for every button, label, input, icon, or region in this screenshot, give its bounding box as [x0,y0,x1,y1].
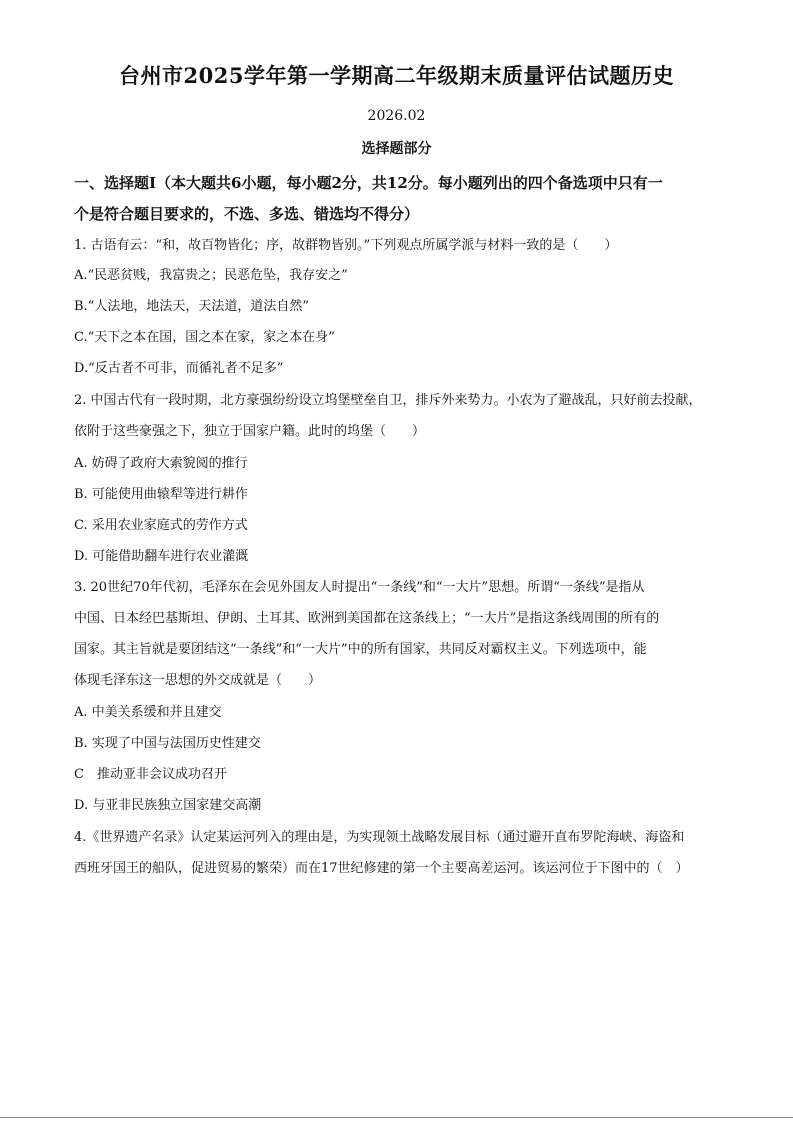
question-4-stem-line1: 4.《世界遗产名录》认定某运河列入的理由是，为实现领土战略发展目标（通过避开直布罗陀海峡、海盗和 [74,830,685,845]
question-3-option-c: C 推动亚非会议成功召开 [74,767,227,782]
question-3-stem-line3: 国家。其主旨就是要团结这“一条线”和“一大片”中的所有国家，共同反对霸权主义。下列选项中，能 [74,642,647,657]
question-3-stem-line4: 体现毛泽东这一思想的外交成就是（ ） [74,673,322,688]
section-heading-line2: 个是符合题目要求的，不选、多选、错选均不得分） [74,205,420,223]
question-2-option-a: A. 妨碍了政府大索貌阅的推行 [74,456,248,471]
question-2-option-d: D. 可能借助翻车进行农业灌溉 [74,549,249,564]
question-3-option-b: B. 实现了中国与法国历史性建交 [74,736,261,751]
question-3-option-d: D. 与亚非民族独立国家建交高潮 [74,798,262,813]
question-3-stem-line1: 3. 20世纪70年代初，毛泽东在会见外国友人时提出“一条线”和“一大片”思想。所谓“一条线”是指从 [74,580,645,595]
section-heading-line1: 一、选择题Ⅰ（本大题共6小题，每小题2分，共12分。每小题列出的四个备选项中只有一 [74,174,663,192]
question-1-option-b: B.“人法地，地法天，天法道，道法自然” [74,299,309,314]
part-heading: 选择题部分 [361,141,432,157]
question-1-stem: 1. 古语有云：“和，故百物皆化；序，故群物皆别。”下列观点所属学派与材料一致的是（ ） [74,238,618,253]
page-bottom-divider [0,1117,793,1118]
question-2-option-b: B. 可能使用曲辕犁等进行耕作 [74,487,248,502]
question-2-option-c: C. 采用农业家庭式的劳作方式 [74,518,248,533]
question-3-stem-line2: 中国、日本经巴基斯坦、伊朗、土耳其、欧洲到美国都在这条线上；“一大片”是指这条线周围的所有的 [74,611,660,626]
question-1-option-c: C.“天下之本在国，国之本在家，家之本在身” [74,330,335,345]
question-3-option-a: A. 中美关系缓和并且建交 [74,705,222,720]
question-1-option-d: D.“反古者不可非，而循礼者不足多” [74,361,284,376]
exam-date: 2026.02 [367,108,426,124]
question-4-stem-line2: 西班牙国王的船队，促进贸易的繁荣）而在17世纪修建的第一个主要高差运河。该运河位于下图中的（ ） [74,861,689,876]
question-2-stem-line2: 依附于这些豪强之下，独立于国家户籍。此时的坞堡（ ） [74,424,426,439]
exam-title: 台州市2025学年第一学期高二年级期末质量评估试题历史 [119,63,674,88]
question-1-option-a: A.“民恶贫贱，我富贵之；民恶危坠，我存安之” [74,268,348,283]
question-2-stem-line1: 2. 中国古代有一段时期，北方豪强纷纷设立坞堡壁垒自卫，排斥外来势力。小农为了避战乱，只好前去投献， [74,393,702,408]
